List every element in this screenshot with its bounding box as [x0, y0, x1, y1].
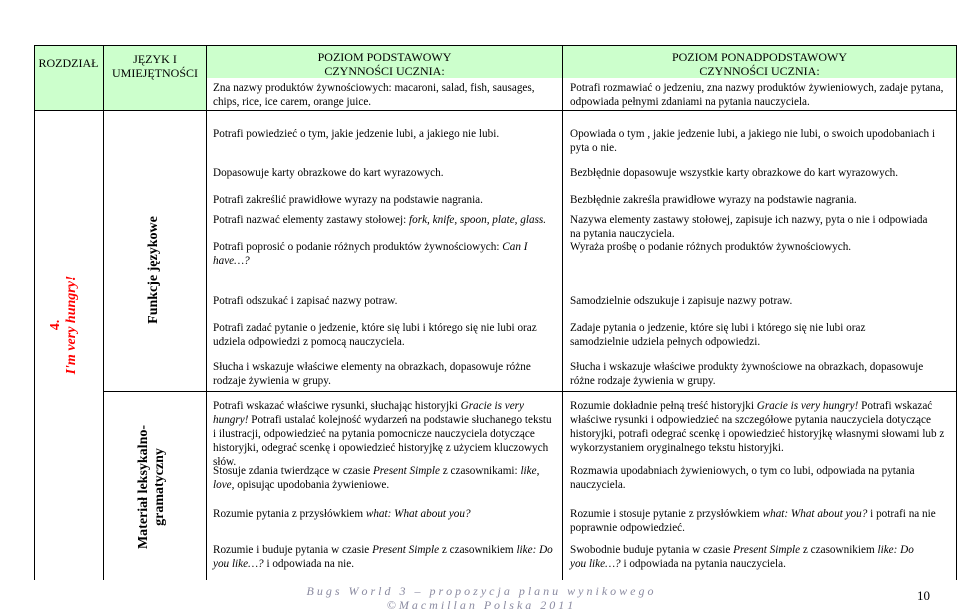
row10-basic-a: Stosuje zdania twierdzące w czasie	[213, 465, 373, 477]
row10-basic-b: z czasownikami:	[439, 465, 521, 477]
row5-basic-italic: Can I have…?	[213, 241, 528, 267]
row10-basic-c: opisując upodobania żywieniowe.	[234, 479, 390, 491]
row11-basic-a: Rozumie pytania z przysłówkiem	[213, 508, 366, 520]
row9-advanced-b: Potrafi wskazać właściwe rysunki i odpowiedzieć na szczegółowe pytania nauczyciela dotyczące historyjki, potrafi odegrać scenkę i opowiedzieć historyjkę własnymi słowami lub z wykorzystaniem oryginalnego tekstu historyjki.	[570, 400, 945, 454]
table-col-divider-3	[562, 45, 563, 580]
row9-advanced	[570, 399, 950, 455]
header-language-skills: JĘZYK I UMIEJĘTNOŚCI	[112, 52, 198, 80]
row3-basic: Potrafi zakreślić prawidłowe wyrazy na podstawie nagrania.	[213, 194, 483, 206]
row8-basic: Słucha i wskazuje właściwe elementy na obrazkach, dopasowuje różne rodzaje żywienia w grupy.	[213, 361, 531, 387]
row12-advanced-b: z czasownikiem	[800, 544, 878, 556]
row10-basic-i2: like, love,	[213, 465, 540, 491]
table-border-top	[34, 45, 956, 46]
row6-advanced: Samodzielnie odszukuje i zapisuje nazwy potraw.	[570, 295, 793, 307]
footer-line1: B u g s W o r l d 3 – p r o p o z y c j a p l a n u w y n i k o w e g o	[306, 584, 654, 598]
row11-advanced-italic: what: What about you?	[762, 508, 868, 520]
row9-basic-b: Potrafi ustalać kolejność wydarzeń na podstawie słuchanego tekstu i ilustracji, odpowiedzieć na pytania pomocnicze nauczyciela dotyczące historyjki, odegrać scenkę i opowiedzieć historyjkę z użyciem kluczowych słów.	[213, 414, 552, 468]
row6-basic: Potrafi odszukać i zapisać nazwy potraw.	[213, 295, 398, 307]
table-border-right	[956, 45, 957, 580]
row7-basic: Potrafi zadać pytanie o jedzenie, które się lubi i którego się nie lubi oraz udziela odpowiedzi z pomocą nauczyciela.	[213, 322, 537, 348]
row10-basic	[213, 464, 555, 492]
row9-basic	[213, 399, 555, 469]
row9-advanced-italic: Gracie is very hungry!	[756, 400, 859, 412]
row4-basic-prefix: Potrafi nazwać elementy zastawy stołowej:	[213, 214, 410, 226]
header-advanced-text: Potrafi rozmawiać o jedzeniu, zna nazwy produktów żywieniowych, zadaje pytana, odpowiada pełnymi zdaniami na pytania nauczyciela.	[570, 82, 944, 108]
row8-advanced: Słucha i wskazuje właściwe produkty żywnościowe na obrazkach, dopasowuje różne rodzaje żywienia w grupy.	[570, 361, 924, 387]
section-material-text: Materiał leksykalno-gramatyczny	[136, 424, 167, 550]
row9-basic-a: Potrafi wskazać właściwe rysunki, słuchając historyjki	[213, 400, 461, 412]
row12-basic-b: z czasownikiem	[439, 544, 517, 556]
header-basic-sub: CZYNNOŚCI UCZNIA:	[324, 64, 445, 78]
row9-advanced-a: Rozumie dokładnie pełną treść historyjki	[570, 400, 757, 412]
row12-advanced-i2: like: Do you like…?	[570, 544, 914, 570]
row11-advanced-b: i potrafi na nie poprawnie odpowiedzieć.	[570, 508, 936, 534]
header-basic-title: POZIOM PODSTAWOWY	[317, 50, 452, 64]
row12-advanced-c: i odpowiada na pytania nauczyciela.	[620, 558, 786, 570]
row11-advanced	[570, 507, 950, 535]
row2-basic: Dopasowuje karty obrazkowe do kart wyrazowych.	[213, 167, 444, 179]
table-col-divider-1	[103, 45, 104, 580]
row12-basic-a: Rozumie i buduje pytania w czasie	[213, 544, 373, 556]
section-functions-label: Funkcje językowe	[146, 216, 161, 324]
row1-basic: Potrafi powiedzieć o tym, jakie jedzenie lubi, a jakiego nie lubi.	[213, 128, 500, 140]
row10-advanced: Rozmawia upodabniach żywieniowych, o tym co lubi, odpowiada na pytania nauczyciela.	[570, 465, 915, 491]
row10-basic-i1: Present Simple	[372, 465, 440, 477]
row12-advanced-i1: Present Simple	[733, 544, 801, 556]
row7-advanced: Zadaje pytania o jedzenie, które się lubi i którego się nie lubi oraz samodzielnie udziela pełnych odpowiedzi.	[570, 322, 866, 348]
footer-line2: © M a c m i l l a n P o l s k a 2 0 1 1	[386, 598, 574, 612]
table-border-header-bottom	[34, 110, 956, 111]
row12-basic-i2: like: Do you like…?	[213, 544, 553, 570]
section-divider	[104, 391, 956, 392]
table-border-left	[34, 45, 35, 580]
row1-advanced: Opowiada o tym , jakie jedzenie lubi, a jakiego nie lubi, o swoich upodobaniach i pyta o nie.	[570, 128, 936, 154]
section-material-label	[136, 402, 168, 572]
row12-basic-i1: Present Simple	[372, 544, 440, 556]
page-number: 10	[917, 588, 930, 603]
row12-basic	[213, 543, 555, 571]
header-advanced-sub: CZYNNOŚCI UCZNIA:	[699, 64, 820, 78]
row4-basic-italic: fork, knife, spoon, plate, glass.	[409, 214, 547, 226]
table-col-divider-2	[206, 45, 207, 580]
chapter-label	[48, 260, 80, 390]
row2-advanced: Bezbłędnie dopasowuje wszystkie karty obrazkowe do kart wyrazowych.	[570, 167, 899, 179]
row11-basic	[213, 507, 555, 521]
row3-advanced: Bezbłędnie zakreśla prawidłowe wyrazy na podstawie nagrania.	[570, 194, 857, 206]
row5-advanced: Wyraża prośbę o podanie różnych produktów żywnościowych.	[570, 241, 852, 253]
chapter-number: 4.	[48, 319, 63, 331]
row5-basic	[213, 240, 543, 268]
row12-advanced-a: Swobodnie buduje pytania w czasie	[570, 544, 734, 556]
row4-advanced: Nazywa elementy zastawy stołowej, zapisuje ich nazwy, pyta o nie i odpowiada na pytania nauczyciela.	[570, 214, 928, 240]
row12-basic-c: i odpowiada na nie.	[263, 558, 355, 570]
row5-basic-prefix: Potrafi poprosić o podanie różnych produktów żywnościowych:	[213, 241, 503, 253]
row4-basic	[213, 213, 555, 227]
row9-basic-italic: Gracie is very hungry!	[213, 400, 524, 426]
row11-basic-italic: what: What about you?	[365, 508, 471, 520]
header-basic-text: Zna nazwy produktów żywnościowych: macaroni, salad, fish, sausages, chips, rice, ice carem, orange juice.	[213, 82, 535, 108]
chapter-title: I'm very hungry!	[64, 275, 79, 375]
header-chapter: ROZDZIAŁ	[38, 56, 99, 70]
header-advanced-title: POZIOM PONADPODSTAWOWY	[671, 50, 848, 64]
row11-advanced-a: Rozumie i stosuje pytanie z przysłówkiem	[570, 508, 763, 520]
row12-advanced	[570, 543, 930, 571]
